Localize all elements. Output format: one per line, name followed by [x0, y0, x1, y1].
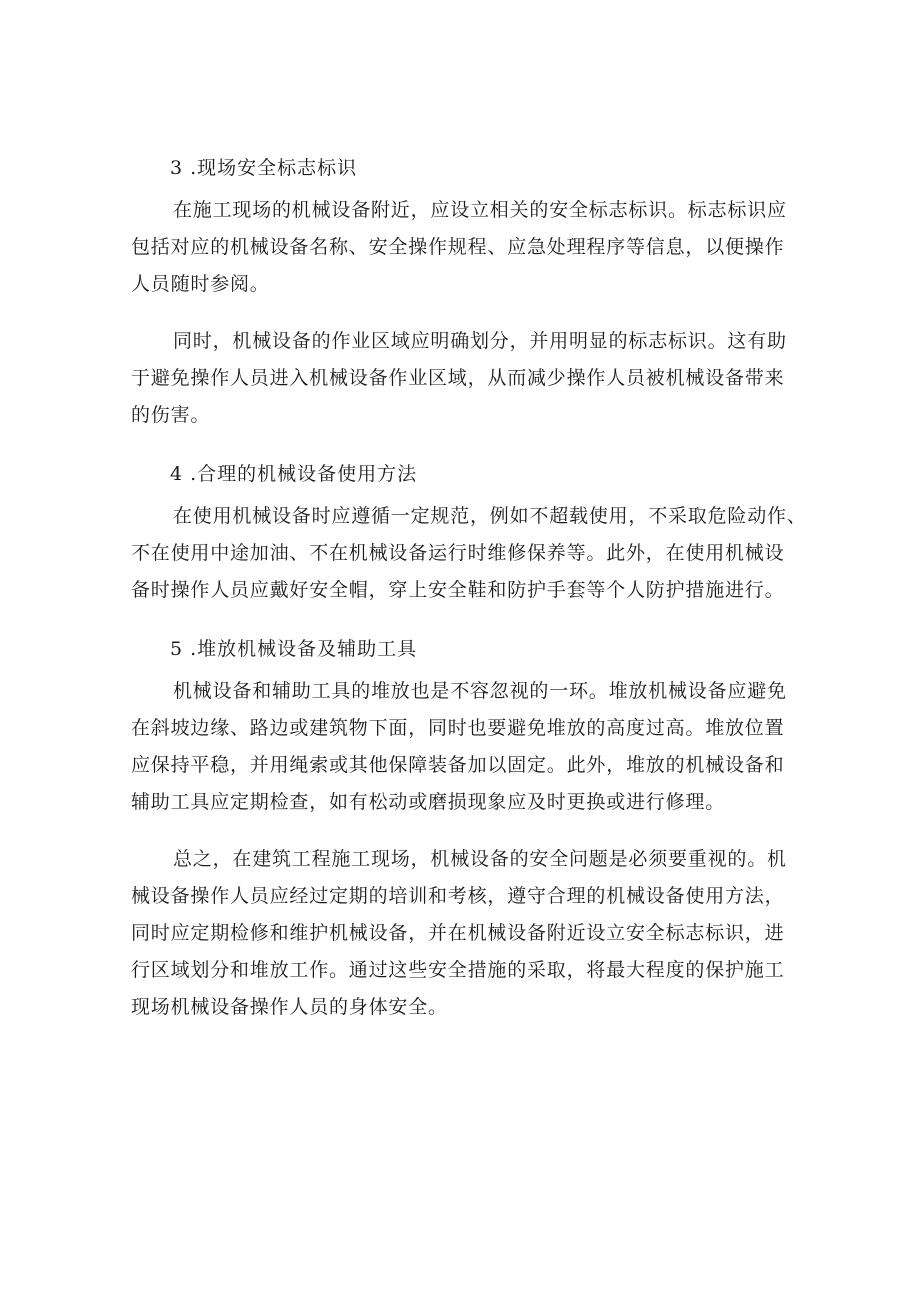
document-page: [131, 148, 807, 1046]
paragraph-line: 应保持平稳，并用绳索或其他保障装备加以固定。此外，堆放的机械设备和: [131, 754, 785, 776]
paragraph-line: 在施工现场的机械设备附近，应设立相关的安全标志标识。标志标识应: [173, 199, 787, 221]
paragraph-line: 在斜坡边缘、路边或建筑物下面，同时也要避免堆放的高度过高。堆放位置: [131, 717, 785, 739]
section-heading: 3 .现场安全标志标识: [170, 157, 358, 179]
paragraph: [131, 498, 807, 609]
paragraph-line: 械设备操作人员应经过定期的培训和考核，遵守合理的机械设备使用方法，: [131, 885, 785, 907]
paragraph-line: 不在使用中途加油、不在机械设备运行时维修保养等。此外，在使用机械设: [131, 542, 785, 564]
paragraph-line: 辅助工具应定期检查，如有松动或磨损现象应及时更换或进行修理。: [131, 791, 726, 813]
paragraph-line: 现场机械设备操作人员的身体安全。: [131, 996, 448, 1018]
paragraph-line: 在使用机械设备时应遵循一定规范，例如不超载使用，不采取危险动作、: [173, 505, 807, 527]
paragraph: [131, 323, 796, 434]
paragraph: [131, 841, 796, 1026]
paragraph-line: 同时，机械设备的作业区域应明确划分，并用明显的标志标识。这有助: [173, 330, 787, 352]
paragraph: [131, 673, 796, 821]
paragraph-line: 的伤害。: [131, 404, 211, 426]
paragraph: [131, 192, 796, 303]
paragraph-line: 机械设备和辅助工具的堆放也是不容忽视的一环。堆放机械设备应避免: [173, 680, 787, 702]
paragraph-line: 包括对应的机械设备名称、安全操作规程、应急处理程序等信息，以便操作: [131, 236, 785, 258]
paragraph-line: 备时操作人员应戴好安全帽，穿上安全鞋和防护手套等个人防护措施进行。: [131, 579, 785, 601]
paragraph-line: 人员随时参阅。: [131, 273, 270, 295]
paragraph-line: 同时应定期检修和维护机械设备，并在机械设备附近设立安全标志标识，进: [131, 922, 785, 944]
paragraph-line: 总之，在建筑工程施工现场，机械设备的安全问题是必须要重视的。机: [173, 848, 787, 870]
paragraph-line: 于避免操作人员进入机械设备作业区域，从而减少操作人员被机械设备带来: [131, 367, 785, 389]
paragraph-line: 行区域划分和堆放工作。通过这些安全措施的采取，将最大程度的保护施工: [131, 959, 785, 981]
section-heading: 4 .合理的机械设备使用方法: [170, 463, 418, 485]
section-heading: 5 .堆放机械设备及辅助工具: [170, 638, 418, 660]
